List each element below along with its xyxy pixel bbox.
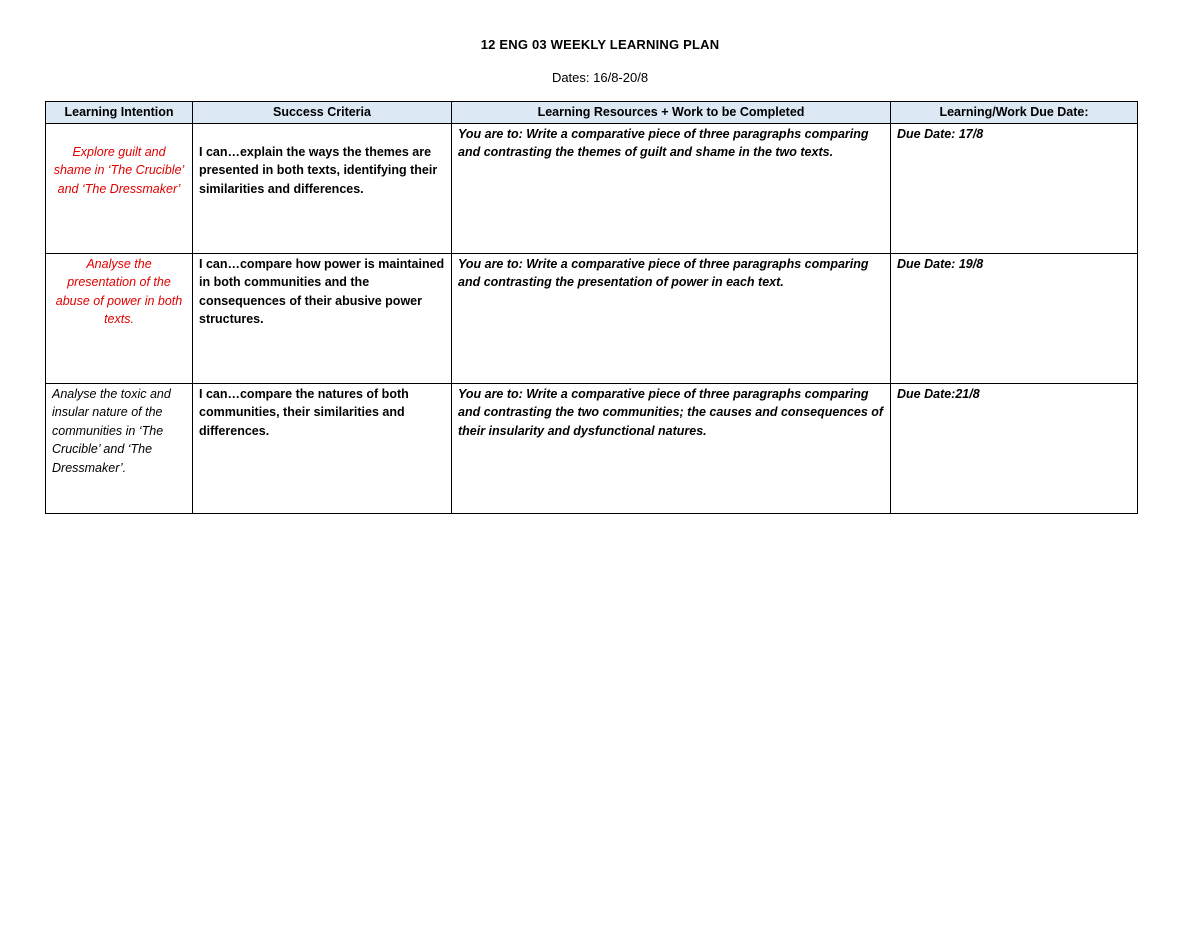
due-date-text: Due Date: 17/8 xyxy=(897,126,984,141)
resources-cell xyxy=(452,383,891,513)
header-due-date: Learning/Work Due Date: xyxy=(891,102,1138,124)
table-row xyxy=(46,253,1138,383)
document-dates: Dates: 16/8-20/8 xyxy=(551,70,649,85)
header-success-criteria: Success Criteria xyxy=(193,102,452,124)
learning-intention-cell xyxy=(46,123,193,253)
success-criteria-text: I can…explain the ways the themes are presented in both texts, identifying their similarities and differences. xyxy=(199,144,438,196)
learning-intention-text: Analyse the presentation of the abuse of power in both texts. xyxy=(55,256,183,326)
learning-intention-text: Analyse the toxic and insular nature of the communities in ‘The Crucible’ and ‘The Dressmaker’. xyxy=(52,386,171,475)
success-criteria-cell xyxy=(193,383,452,513)
due-date-cell xyxy=(891,253,1138,383)
resources-text: You are to: Write a comparative piece of three paragraphs comparing and contrasting the two communities; the causes and consequences of their insularity and dysfunctional natures. xyxy=(458,386,884,438)
resources-text: You are to: Write a comparative piece of three paragraphs comparing and contrasting the presentation of power in each text. xyxy=(458,256,869,289)
success-criteria-cell xyxy=(193,123,452,253)
success-criteria-text: I can…compare the natures of both communities, their similarities and differences. xyxy=(199,386,409,438)
due-date-cell xyxy=(891,123,1138,253)
due-date-text: Due Date:21/8 xyxy=(897,386,980,401)
table-header-row xyxy=(46,102,1138,124)
success-criteria-cell xyxy=(193,253,452,383)
header-learning-resources: Learning Resources + Work to be Completed xyxy=(452,102,891,124)
resources-cell xyxy=(452,253,891,383)
table-row xyxy=(46,383,1138,513)
success-criteria-text: I can…compare how power is maintained in both communities and the consequences of their abusive power structures. xyxy=(199,256,445,326)
learning-intention-cell xyxy=(46,383,193,513)
resources-text: You are to: Write a comparative piece of three paragraphs comparing and contrasting the themes of guilt and shame in the two texts. xyxy=(458,126,869,159)
resources-cell xyxy=(452,123,891,253)
learning-intention-cell xyxy=(46,253,193,383)
due-date-text: Due Date: 19/8 xyxy=(897,256,984,271)
learning-intention-text: Explore guilt and shame in ‘The Crucible’ and ‘The Dressmaker’ xyxy=(53,144,185,196)
document-title: 12 ENG 03 WEEKLY LEARNING PLAN xyxy=(480,37,720,52)
learning-plan-table xyxy=(45,101,1138,514)
header-learning-intention: Learning Intention xyxy=(46,102,193,124)
due-date-cell xyxy=(891,383,1138,513)
table-row xyxy=(46,123,1138,253)
